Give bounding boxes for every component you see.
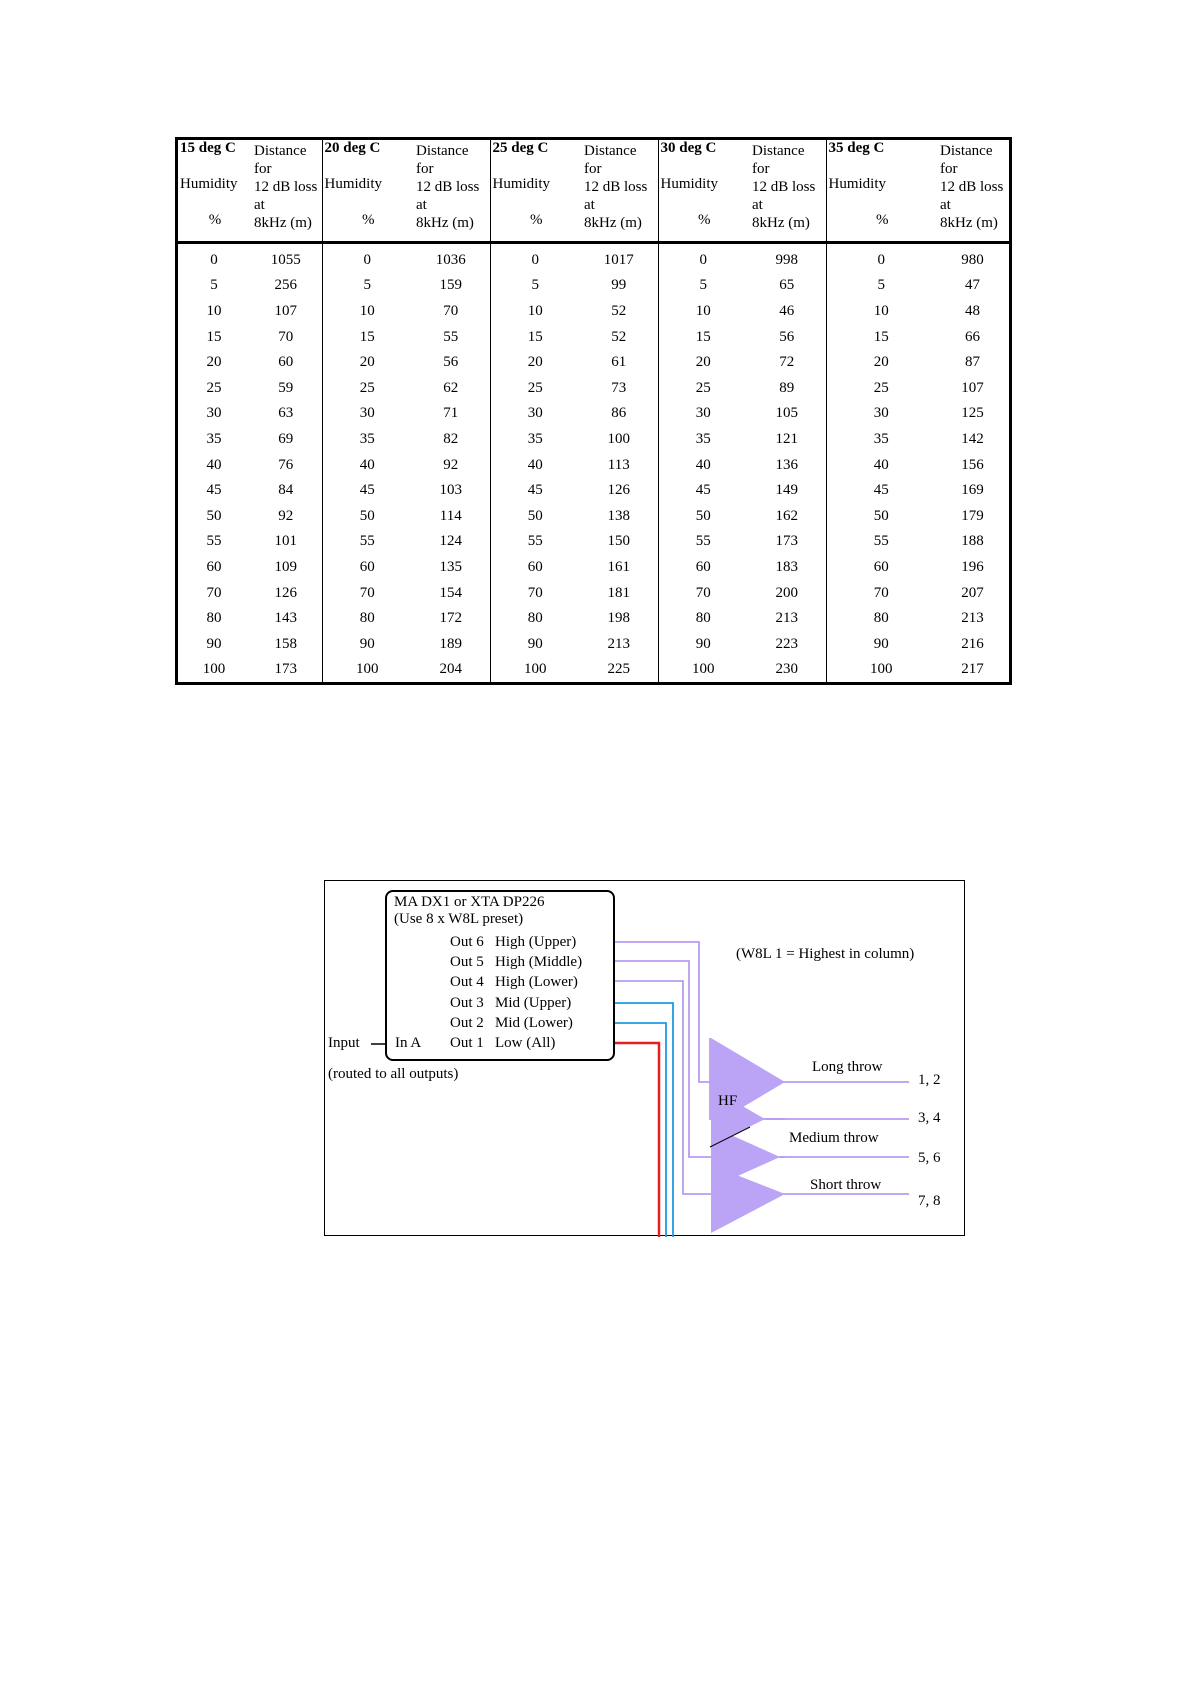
loss-table (178, 140, 1009, 683)
distance-cell: 230 (775, 661, 798, 678)
dist-line: for (752, 161, 770, 177)
distance-cell: 56 (443, 354, 459, 371)
humidity-label: Humidity (180, 176, 238, 192)
humidity-cell: 35 (206, 430, 222, 447)
distance-cell: 223 (775, 635, 798, 652)
out5-label: High (Middle) (495, 954, 583, 970)
distance-cell: 173 (274, 661, 297, 678)
humidity-cell: 80 (826, 606, 936, 632)
humidity-cell: 90 (206, 635, 222, 652)
humidity-cell: 60 (322, 555, 412, 581)
header-humidity-15 (178, 140, 250, 242)
humidity-label: Humidity (660, 176, 719, 192)
humidity-cell: 15 (826, 324, 936, 350)
speakers-5-6: 5, 6 (918, 1150, 941, 1166)
humidity-cell: 80 (206, 610, 222, 627)
distance-cell: 135 (439, 558, 462, 575)
distance-cell: 109 (274, 558, 297, 575)
humidity-cell: 90 (658, 631, 748, 657)
dist-line: 12 dB loss (254, 179, 318, 195)
dist-line: at (940, 197, 951, 213)
distance-cell: 256 (274, 277, 297, 294)
amplifier-group (711, 1038, 785, 1233)
humidity-cell: 45 (658, 478, 748, 504)
humidity-cell: 25 (826, 375, 936, 401)
processor-title: MA DX1 or XTA DP226 (394, 894, 545, 910)
table-row (178, 529, 1009, 555)
humidity-cell: 50 (206, 507, 222, 524)
distance-cell: 84 (278, 482, 294, 499)
out1-port: Out 1 (450, 1035, 484, 1051)
humidity-cell: 0 (490, 242, 580, 273)
humidity-cell: 20 (206, 354, 222, 371)
distance-cell: 158 (274, 635, 297, 652)
distance-cell: 92 (443, 456, 459, 473)
distance-cell: 86 (611, 405, 627, 422)
distance-cell: 126 (607, 482, 630, 499)
distance-cell: 189 (439, 635, 462, 652)
humidity-cell: 50 (322, 503, 412, 529)
header-humidity-20 (322, 140, 412, 242)
humidity-label: Humidity (828, 176, 887, 192)
header-humidity-35 (826, 140, 936, 242)
distance-cell: 142 (961, 430, 984, 447)
short-throw-label: Short throw (810, 1177, 882, 1193)
distance-cell: 181 (607, 584, 630, 601)
distance-cell: 172 (439, 610, 462, 627)
distance-cell: 121 (775, 430, 798, 447)
distance-cell: 71 (443, 405, 459, 422)
humidity-cell: 50 (490, 503, 580, 529)
dist-line: at (584, 197, 595, 213)
humidity-cell: 10 (658, 299, 748, 325)
humidity-cell: 70 (658, 580, 748, 606)
table-row (178, 452, 1009, 478)
table-row (178, 299, 1009, 325)
out4-port: Out 4 (450, 974, 484, 990)
distance-cell: 66 (965, 328, 980, 345)
header-distance-15 (250, 140, 322, 242)
out6-port: Out 6 (450, 934, 484, 950)
humidity-cell: 55 (490, 529, 580, 555)
header-distance-35 (936, 140, 1009, 242)
humidity-label: Humidity (324, 176, 383, 192)
distance-cell: 100 (607, 430, 630, 447)
distance-cell: 76 (278, 456, 294, 473)
humidity-cell: 40 (206, 456, 222, 473)
distance-cell: 213 (961, 610, 984, 627)
table-row (178, 242, 1009, 273)
dist-line: 12 dB loss (416, 179, 480, 195)
header-humidity-30 (658, 140, 748, 242)
humidity-cell: 70 (490, 580, 580, 606)
out1-line (615, 1043, 659, 1237)
distance-cell: 52 (611, 302, 627, 319)
humidity-cell: 5 (210, 277, 218, 294)
distance-cell: 124 (439, 533, 462, 550)
humidity-cell: 55 (658, 529, 748, 555)
humidity-cell: 80 (322, 606, 412, 632)
dist-line: 12 dB loss (940, 179, 1004, 195)
distance-cell: 169 (961, 482, 984, 499)
dist-line: Distance (416, 143, 469, 159)
humidity-cell: 70 (206, 584, 222, 601)
distance-cell: 92 (278, 507, 294, 524)
humidity-cell: 15 (206, 328, 222, 345)
distance-cell: 63 (278, 405, 294, 422)
distance-cell: 125 (961, 405, 984, 422)
humidity-cell: 35 (490, 427, 580, 453)
distance-cell: 998 (775, 251, 798, 268)
percent-label: % (362, 212, 375, 228)
dist-line: 8kHz (m) (752, 215, 810, 231)
dist-line: at (416, 197, 427, 213)
amp-triangle-4 (711, 1165, 785, 1233)
humidity-cell: 10 (490, 299, 580, 325)
distance-cell: 73 (611, 379, 627, 396)
humidity-cell: 20 (490, 350, 580, 376)
distance-cell: 198 (607, 610, 630, 627)
humidity-cell: 40 (490, 452, 580, 478)
distance-cell: 55 (443, 328, 459, 345)
humidity-cell: 0 (210, 251, 218, 268)
humidity-cell: 40 (322, 452, 412, 478)
humidity-cell: 25 (658, 375, 748, 401)
humidity-cell: 50 (658, 503, 748, 529)
humidity-cell: 45 (322, 478, 412, 504)
distance-cell: 196 (961, 558, 984, 575)
humidity-cell: 90 (490, 631, 580, 657)
distance-cell: 149 (775, 482, 798, 499)
dist-line: 8kHz (m) (584, 215, 642, 231)
temp-label: 30 deg C (660, 140, 717, 156)
table-row (178, 580, 1009, 606)
dist-line: Distance (254, 143, 307, 159)
distance-cell: 87 (965, 354, 980, 371)
table-header-row (178, 140, 1009, 242)
distance-cell: 69 (278, 430, 294, 447)
distance-cell: 213 (775, 610, 798, 627)
input-label: Input (328, 1035, 360, 1051)
distance-cell: 980 (961, 251, 984, 268)
table-row (178, 555, 1009, 581)
distance-cell: 225 (607, 661, 630, 678)
out3-port: Out 3 (450, 995, 484, 1011)
humidity-cell: 80 (490, 606, 580, 632)
humidity-cell: 10 (322, 299, 412, 325)
distance-cell: 159 (439, 277, 462, 294)
humidity-cell: 60 (658, 555, 748, 581)
out2-label: Mid (Lower) (495, 1015, 573, 1031)
table-row (178, 324, 1009, 350)
table-row (178, 427, 1009, 453)
humidity-cell: 5 (826, 273, 936, 299)
distance-cell: 156 (961, 456, 984, 473)
humidity-cell: 5 (322, 273, 412, 299)
distance-cell: 217 (961, 661, 984, 678)
humidity-cell: 70 (826, 580, 936, 606)
distance-cell: 62 (443, 379, 459, 396)
distance-cell: 136 (775, 456, 798, 473)
distance-cell: 173 (775, 533, 798, 550)
out6-label: High (Upper) (495, 934, 577, 950)
distance-cell: 138 (607, 507, 630, 524)
percent-label: % (698, 212, 711, 228)
distance-cell: 200 (775, 584, 798, 601)
speakers-1-2: 1, 2 (918, 1072, 941, 1088)
humidity-cell: 60 (826, 555, 936, 581)
humidity-cell: 0 (322, 242, 412, 273)
humidity-cell: 100 (202, 661, 226, 678)
humidity-cell: 15 (658, 324, 748, 350)
dist-line: 12 dB loss (584, 179, 648, 195)
header-distance-25 (580, 140, 658, 242)
humidity-label: Humidity (492, 176, 551, 192)
distance-cell: 213 (607, 635, 630, 652)
distance-cell: 154 (439, 584, 462, 601)
humidity-cell: 10 (206, 302, 222, 319)
dist-line: at (752, 197, 763, 213)
wiring-diagram (324, 880, 965, 1236)
distance-cell: 101 (274, 533, 297, 550)
humidity-cell: 55 (322, 529, 412, 555)
distance-cell: 126 (274, 584, 297, 601)
table-body (178, 242, 1009, 683)
dist-line: 12 dB loss (752, 179, 816, 195)
dist-line: for (940, 161, 958, 177)
humidity-cell: 30 (490, 401, 580, 427)
table-row (178, 401, 1009, 427)
long-throw-label: Long throw (812, 1059, 883, 1075)
dist-line: 8kHz (m) (416, 215, 474, 231)
dist-line: Distance (752, 143, 805, 159)
humidity-cell: 0 (826, 242, 936, 273)
distance-cell: 183 (775, 558, 798, 575)
humidity-cell: 10 (826, 299, 936, 325)
distance-cell: 113 (607, 456, 630, 473)
out3-label: Mid (Upper) (495, 995, 572, 1011)
column-note: (W8L 1 = Highest in column) (736, 946, 915, 962)
distance-cell: 107 (274, 302, 297, 319)
distance-cell: 72 (779, 354, 795, 371)
humidity-cell: 5 (658, 273, 748, 299)
table-row (178, 503, 1009, 529)
distance-cell: 48 (965, 302, 980, 319)
out4-label: High (Lower) (495, 974, 578, 990)
percent-label: % (876, 212, 889, 228)
distance-cell: 1036 (435, 251, 466, 268)
dist-line: for (584, 161, 602, 177)
humidity-cell: 40 (658, 452, 748, 478)
dist-line: Distance (940, 143, 993, 159)
humidity-cell: 20 (658, 350, 748, 376)
humidity-cell: 30 (658, 401, 748, 427)
percent-label: % (208, 212, 222, 228)
distance-cell: 143 (274, 610, 297, 627)
temp-label: 15 deg C (180, 140, 236, 156)
distance-cell: 61 (611, 354, 627, 371)
table-row (178, 273, 1009, 299)
humidity-cell: 80 (658, 606, 748, 632)
dist-line: for (416, 161, 434, 177)
humidity-cell: 50 (826, 503, 936, 529)
distance-cell: 188 (961, 533, 984, 550)
distance-cell: 216 (961, 635, 984, 652)
processor-subtitle: (Use 8 x W8L preset) (394, 911, 524, 927)
temp-label: 35 deg C (828, 140, 885, 156)
speakers-7-8: 7, 8 (918, 1193, 941, 1209)
hf-label: HF (718, 1093, 738, 1109)
table-row (178, 478, 1009, 504)
distance-cell: 107 (961, 379, 984, 396)
humidity-cell: 35 (658, 427, 748, 453)
out1-label: Low (All) (495, 1035, 556, 1051)
humidity-cell: 25 (206, 379, 222, 396)
distance-cell: 56 (779, 328, 795, 345)
out6-line (615, 942, 785, 1082)
distance-cell: 60 (278, 354, 294, 371)
distance-cell: 179 (961, 507, 984, 524)
distance-cell: 65 (779, 277, 795, 294)
percent-label: % (530, 212, 543, 228)
humidity-cell: 40 (826, 452, 936, 478)
table-row (178, 350, 1009, 376)
humidity-cell: 15 (490, 324, 580, 350)
distance-cell: 207 (961, 584, 984, 601)
humidity-cell: 100 (826, 657, 936, 683)
distance-cell: 59 (278, 379, 294, 396)
humidity-cell: 90 (826, 631, 936, 657)
humidity-cell: 25 (490, 375, 580, 401)
humidity-cell: 30 (206, 405, 222, 422)
table-row (178, 631, 1009, 657)
temp-label: 20 deg C (324, 140, 381, 156)
humidity-cell: 60 (206, 558, 222, 575)
distance-cell: 52 (611, 328, 627, 345)
humidity-cell: 100 (658, 657, 748, 683)
distance-cell: 70 (278, 328, 294, 345)
speakers-3-4: 3, 4 (918, 1110, 941, 1126)
humidity-cell: 100 (490, 657, 580, 683)
distance-cell: 162 (775, 507, 798, 524)
routed-note: (routed to all outputs) (328, 1066, 459, 1082)
dist-line: 8kHz (m) (940, 215, 998, 231)
humidity-cell: 45 (826, 478, 936, 504)
humidity-cell: 100 (322, 657, 412, 683)
distance-table (175, 137, 1012, 685)
humidity-cell: 0 (658, 242, 748, 273)
distance-cell: 99 (611, 277, 627, 294)
humidity-cell: 60 (490, 555, 580, 581)
header-distance-20 (412, 140, 490, 242)
humidity-cell: 25 (322, 375, 412, 401)
table-row (178, 375, 1009, 401)
humidity-cell: 20 (322, 350, 412, 376)
humidity-cell: 35 (826, 427, 936, 453)
humidity-cell: 30 (322, 401, 412, 427)
distance-cell: 204 (439, 661, 462, 678)
humidity-cell: 45 (490, 478, 580, 504)
table-row (178, 606, 1009, 632)
humidity-cell: 55 (826, 529, 936, 555)
header-humidity-25 (490, 140, 580, 242)
humidity-cell: 35 (322, 427, 412, 453)
dist-line: 8kHz (m) (254, 215, 312, 231)
dist-line: for (254, 161, 272, 177)
distance-cell: 82 (443, 430, 459, 447)
distance-cell: 161 (607, 558, 630, 575)
distance-cell: 1017 (603, 251, 634, 268)
humidity-cell: 90 (322, 631, 412, 657)
distance-cell: 1055 (270, 251, 301, 268)
temp-label: 25 deg C (492, 140, 549, 156)
humidity-cell: 70 (322, 580, 412, 606)
humidity-cell: 45 (206, 482, 222, 499)
table-row (178, 657, 1009, 683)
out3-line (615, 1003, 673, 1237)
out5-line (615, 961, 785, 1157)
distance-cell: 105 (775, 405, 798, 422)
out5-port: Out 5 (450, 954, 484, 970)
dist-line: Distance (584, 143, 637, 159)
distance-cell: 114 (439, 507, 462, 524)
medium-throw-label: Medium throw (789, 1130, 879, 1146)
distance-cell: 46 (779, 302, 795, 319)
humidity-cell: 15 (322, 324, 412, 350)
distance-cell: 47 (965, 277, 980, 294)
distance-cell: 103 (439, 482, 462, 499)
in-a-label: In A (395, 1035, 422, 1051)
distance-cell: 89 (779, 379, 795, 396)
humidity-cell: 55 (206, 533, 222, 550)
humidity-cell: 5 (490, 273, 580, 299)
out2-port: Out 2 (450, 1015, 484, 1031)
distance-cell: 70 (443, 302, 459, 319)
dist-line: at (254, 197, 265, 213)
distance-cell: 150 (607, 533, 630, 550)
humidity-cell: 20 (826, 350, 936, 376)
header-distance-30 (748, 140, 826, 242)
humidity-cell: 30 (826, 401, 936, 427)
